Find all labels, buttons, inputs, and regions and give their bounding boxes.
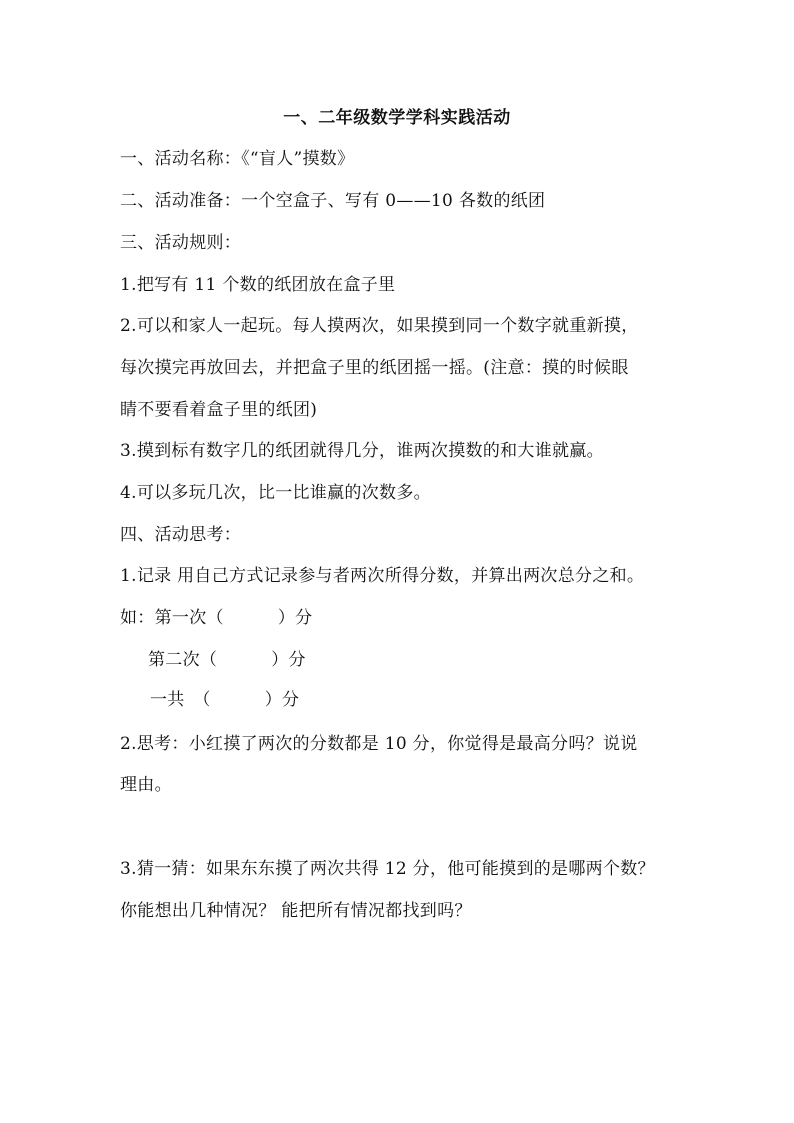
activity-thinking-heading: 四、活动思考： xyxy=(120,525,242,545)
document-title: 一、二年级数学学科实践活动 xyxy=(283,108,511,128)
record-row-2 xyxy=(148,650,306,670)
rule-2-line-3: 睛不要看着盒子里的纸团) xyxy=(120,400,318,420)
question-2-line-2: 理由。 xyxy=(120,775,172,795)
record-row-1 xyxy=(120,608,312,628)
activity-rules-heading: 三、活动规则： xyxy=(120,233,242,253)
question-3-line-2: 你能想出几种情况？ 能把所有情况都找到吗？ xyxy=(120,901,472,921)
record-row-2-prefix: 第二次（ xyxy=(148,650,218,670)
question-1-line: 1.记录 用自己方式记录参与者两次所得分数，并算出两次总分之和。 xyxy=(120,566,645,586)
record-row-3 xyxy=(150,690,299,710)
activity-name-line: 一、活动名称：《“盲人”摸数》 xyxy=(120,149,355,169)
record-row-3-prefix: 一共 （ xyxy=(150,690,211,710)
activity-prep-line: 二、活动准备：一个空盒子、写有 0——10 各数的纸团 xyxy=(120,191,546,211)
record-row-2-suffix: ）分 xyxy=(271,650,306,670)
question-2-line-1: 2.思考：小红摸了两次的分数都是 10 分，你觉得是最高分吗？说说 xyxy=(120,734,638,754)
record-row-1-suffix: ）分 xyxy=(277,608,313,628)
rule-3-line: 3.摸到标有数字几的纸团就得几分，谁两次摸数的和大谁就赢。 xyxy=(120,441,604,461)
record-row-1-prefix: 如：第一次（ xyxy=(120,608,224,628)
question-3-line-1: 3.猜一猜：如果东东摸了两次共得 12 分，他可能摸到的是哪两个数？ xyxy=(120,859,655,879)
rule-4-line: 4.可以多玩几次，比一比谁赢的次数多。 xyxy=(120,483,431,503)
rule-2-line-2: 每次摸完再放回去，并把盒子里的纸团摇一摇。(注意：摸的时候眼 xyxy=(120,358,629,378)
rule-1-line: 1.把写有 11 个数的纸团放在盒子里 xyxy=(120,275,396,295)
record-row-3-suffix: ）分 xyxy=(264,690,300,710)
rule-2-line-1: 2.可以和家人一起玩。每人摸两次，如果摸到同一个数字就重新摸， xyxy=(120,316,639,336)
